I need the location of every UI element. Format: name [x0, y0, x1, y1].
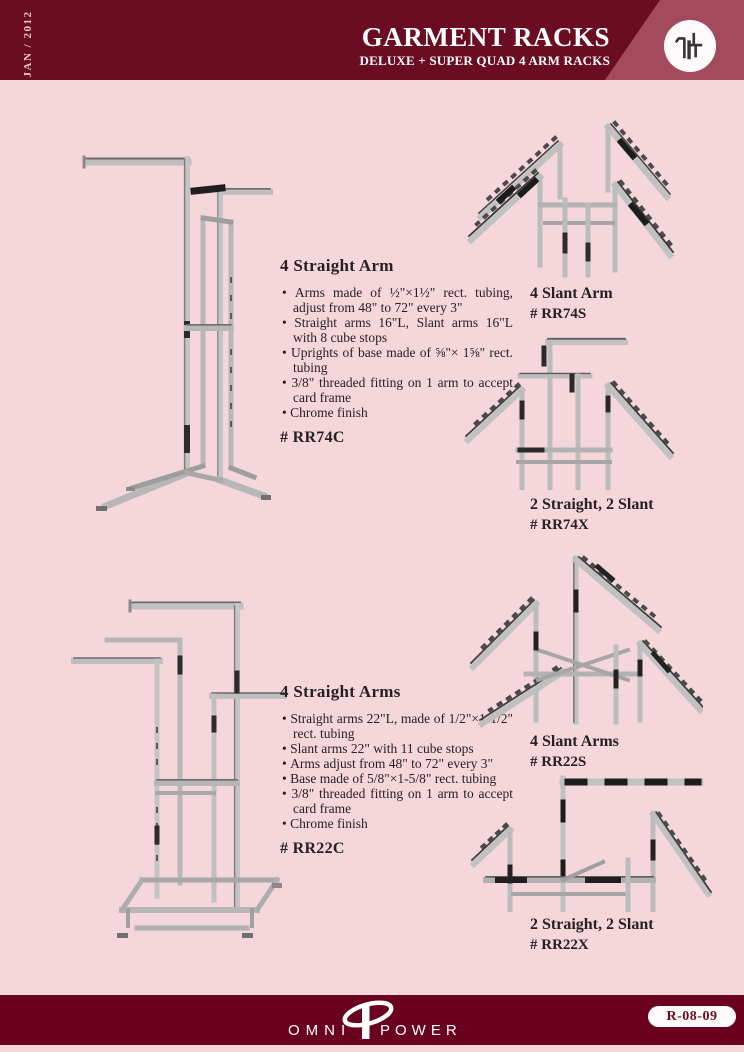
bullet-item: • Slant arms 22" with 11 cube stops — [293, 741, 513, 756]
product-photo-rr22c — [62, 578, 287, 958]
product-code: # RR22X — [530, 937, 589, 953]
page-code-badge — [648, 1006, 736, 1027]
product-caption-rr22x — [530, 915, 654, 955]
page-header — [0, 0, 744, 80]
bullet-item: • Straight arms 22"L, made of 1/2"×1-1/2" rect. tubing — [293, 711, 513, 741]
bullet-item: • Arms made of ½"×1½" rect. tubing, adjust from 48" to 72" every 3" — [293, 285, 513, 315]
product-photo-rr22x — [468, 772, 713, 917]
product-title: 4 Straight Arms — [280, 682, 401, 701]
product-caption-rr22s — [530, 732, 619, 772]
bullet-item: • Uprights of base made of ⅝"× 1⅝" rect. tubing — [293, 345, 513, 375]
product-photo-rr74s — [465, 105, 675, 285]
product-photo-rr22s — [468, 552, 703, 735]
header-logo-badge — [664, 20, 716, 72]
issue-date — [20, 8, 36, 80]
page-title: GARMENT RACKS — [361, 22, 610, 52]
product-caption-rr74s — [530, 284, 613, 324]
brand-logo — [282, 999, 472, 1050]
product-code: # RR22S — [530, 754, 587, 770]
product-code: # RR74X — [530, 517, 589, 533]
product-code: # RR22C — [280, 840, 345, 857]
issue-date-label: JAN / 2012 — [22, 10, 34, 78]
page-subtitle: DELUXE + SUPER QUAD 4 ARM RACKS — [359, 53, 610, 68]
product-code: # RR74S — [530, 306, 587, 322]
product-title: 2 Straight, 2 Slant — [530, 496, 654, 513]
brand-word-power: POWER — [380, 1022, 462, 1039]
product-photo-rr74x — [460, 328, 685, 495]
product-caption-rr74x — [530, 495, 654, 535]
product-title: 4 Slant Arms — [530, 733, 619, 750]
bullet-item: • Straight arms 16"L, Slant arms 16"L with 8 cube stops — [293, 315, 513, 345]
garment-rack-icon — [674, 28, 706, 64]
header-titles — [359, 22, 610, 68]
bullet-item: • Chrome finish — [293, 405, 513, 420]
bullet-item: • Chrome finish — [293, 816, 513, 831]
product-title: 2 Straight, 2 Slant — [530, 916, 654, 933]
bullet-item: • Arms adjust from 48" to 72" every 3" — [293, 756, 513, 771]
page-code: R-08-09 — [666, 1008, 718, 1024]
product-code: # RR74C — [280, 429, 345, 446]
product-title: 4 Straight Arm — [280, 256, 394, 275]
product-photo-rr74c — [68, 128, 273, 533]
bullet-item: • Base made of 5/8"×1-5/8" rect. tubing — [293, 771, 513, 786]
bullet-item: • 3/8" threaded fitting on 1 arm to accept card frame — [293, 375, 513, 405]
product-title: 4 Slant Arm — [530, 285, 613, 302]
brand-word-omni: OMNI — [288, 1022, 352, 1039]
bullet-item: • 3/8" threaded fitting on 1 arm to accept card frame — [293, 786, 513, 816]
